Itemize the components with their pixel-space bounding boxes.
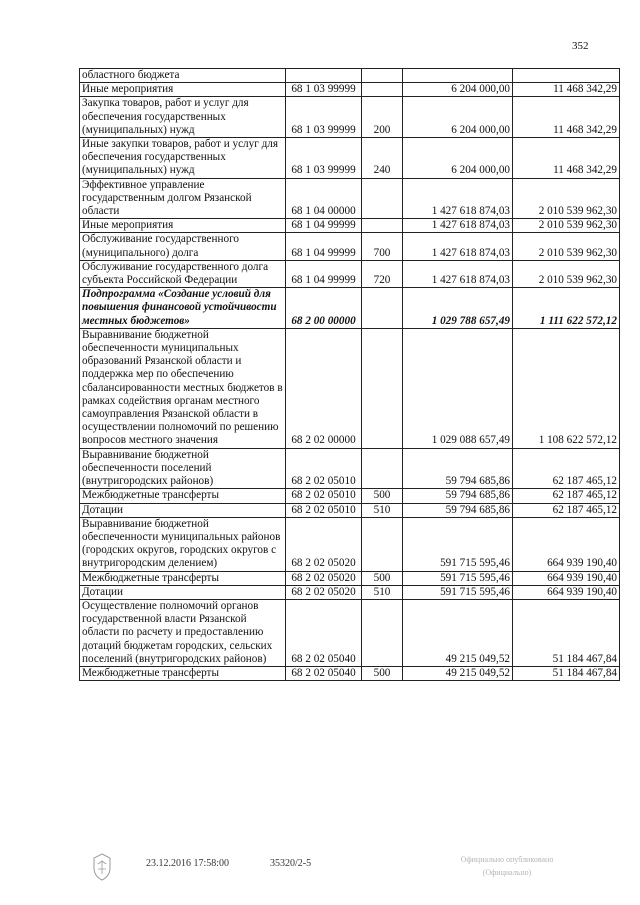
amount-year2-cell: 1 111 622 572,12 [513, 288, 620, 329]
table-row [80, 233, 620, 260]
expense-name-cell: Обслуживание государственного (муниципального) долга [80, 233, 286, 260]
expense-name-cell: Эффективное управление государственным долгом Рязанской области [80, 178, 286, 219]
target-article-code-cell: 68 1 04 99999 [286, 233, 362, 260]
expense-name-cell: Иные мероприятия [80, 219, 286, 233]
table-row [80, 571, 620, 585]
amount-year2-cell: 2 010 539 962,30 [513, 233, 620, 260]
expense-type-code-cell [362, 328, 403, 448]
expense-name-cell: областного бюджета [80, 69, 286, 83]
publication-watermark: Официально опубликовано (Официально) [460, 855, 554, 877]
expense-name-cell: Выравнивание бюджетной обеспеченности муниципальных образований Рязанской области и поддержка мер по обеспечению сбалансированности местных бюджетов в рамках содействия органам местного самоуправления Рязанской области в осуществлении полномочий по решению вопросов местного значения [80, 328, 286, 448]
amount-year1-cell [403, 69, 513, 83]
expense-type-code-cell: 510 [362, 503, 403, 517]
expense-name-cell: Иные закупки товаров, работ и услуг для обеспечения государственных (муниципальных) нужд [80, 138, 286, 179]
target-article-code-cell: 68 1 03 99999 [286, 97, 362, 138]
amount-year1-cell: 49 215 049,52 [403, 666, 513, 680]
amount-year2-cell: 62 187 465,12 [513, 489, 620, 503]
amount-year2-cell: 62 187 465,12 [513, 503, 620, 517]
expense-name-cell: Межбюджетные трансферты [80, 489, 286, 503]
amount-year1-cell: 1 029 088 657,49 [403, 328, 513, 448]
page-number: 352 [572, 40, 589, 52]
expense-name-cell: Дотации [80, 503, 286, 517]
expense-name-cell: Подпрограмма «Создание условий для повышения финансовой устойчивости местных бюджетов» [80, 288, 286, 329]
target-article-code-cell: 68 2 02 05020 [286, 585, 362, 599]
expense-name-cell: Выравнивание бюджетной обеспеченности поселений (внутригородских районов) [80, 448, 286, 489]
expense-type-code-cell [362, 219, 403, 233]
expense-name-cell: Межбюджетные трансферты [80, 666, 286, 680]
target-article-code-cell [286, 69, 362, 83]
table-row [80, 599, 620, 666]
table-row [80, 138, 620, 179]
expense-type-code-cell: 500 [362, 666, 403, 680]
amount-year2-cell: 2 010 539 962,30 [513, 219, 620, 233]
amount-year1-cell: 591 715 595,46 [403, 585, 513, 599]
target-article-code-cell: 68 1 04 00000 [286, 178, 362, 219]
amount-year2-cell: 51 184 467,84 [513, 599, 620, 666]
table-row [80, 517, 620, 571]
amount-year2-cell: 664 939 190,40 [513, 585, 620, 599]
target-article-code-cell: 68 2 02 05020 [286, 571, 362, 585]
target-article-code-cell: 68 2 02 05040 [286, 599, 362, 666]
amount-year1-cell: 1 427 618 874,03 [403, 260, 513, 287]
table-row [80, 83, 620, 97]
target-article-code-cell: 68 1 04 99999 [286, 260, 362, 287]
table-row [80, 503, 620, 517]
amount-year1-cell: 59 794 685,86 [403, 503, 513, 517]
expense-type-code-cell [362, 83, 403, 97]
amount-year1-cell: 59 794 685,86 [403, 448, 513, 489]
target-article-code-cell: 68 1 04 99999 [286, 219, 362, 233]
amount-year2-cell: 11 468 342,29 [513, 97, 620, 138]
expense-type-code-cell: 240 [362, 138, 403, 179]
budget-table [79, 68, 620, 681]
target-article-code-cell: 68 2 02 05010 [286, 489, 362, 503]
target-article-code-cell: 68 1 03 99999 [286, 83, 362, 97]
coat-of-arms-stamp-icon [90, 852, 114, 882]
amount-year2-cell: 664 939 190,40 [513, 517, 620, 571]
table-row [80, 219, 620, 233]
target-article-code-cell: 68 2 02 00000 [286, 328, 362, 448]
amount-year1-cell: 591 715 595,46 [403, 517, 513, 571]
target-article-code-cell: 68 2 00 00000 [286, 288, 362, 329]
amount-year1-cell: 1 029 788 657,49 [403, 288, 513, 329]
expense-name-cell: Выравнивание бюджетной обеспеченности муниципальных районов (городских округов, городских округов с внутригородским делением) [80, 517, 286, 571]
amount-year2-cell: 62 187 465,12 [513, 448, 620, 489]
expense-type-code-cell [362, 517, 403, 571]
target-article-code-cell: 68 2 02 05020 [286, 517, 362, 571]
table-row [80, 328, 620, 448]
amount-year1-cell: 6 204 000,00 [403, 138, 513, 179]
table-row [80, 178, 620, 219]
amount-year1-cell: 591 715 595,46 [403, 571, 513, 585]
table-row [80, 666, 620, 680]
expense-name-cell: Обслуживание государственного долга субъекта Российской Федерации [80, 260, 286, 287]
amount-year1-cell: 59 794 685,86 [403, 489, 513, 503]
amount-year1-cell: 49 215 049,52 [403, 599, 513, 666]
target-article-code-cell: 68 2 02 05040 [286, 666, 362, 680]
target-article-code-cell: 68 2 02 05010 [286, 448, 362, 489]
amount-year2-cell: 664 939 190,40 [513, 571, 620, 585]
amount-year2-cell [513, 69, 620, 83]
table-row [80, 448, 620, 489]
target-article-code-cell: 68 2 02 05010 [286, 503, 362, 517]
expense-type-code-cell [362, 178, 403, 219]
amount-year1-cell: 1 427 618 874,03 [403, 233, 513, 260]
expense-type-code-cell: 510 [362, 585, 403, 599]
expense-type-code-cell [362, 448, 403, 489]
table-row [80, 260, 620, 287]
expense-name-cell: Закупка товаров, работ и услуг для обеспечения государственных (муниципальных) нужд [80, 97, 286, 138]
table-row [80, 489, 620, 503]
amount-year1-cell: 1 427 618 874,03 [403, 219, 513, 233]
table-row [80, 97, 620, 138]
expense-type-code-cell: 500 [362, 571, 403, 585]
table-row [80, 288, 620, 329]
expense-type-code-cell: 500 [362, 489, 403, 503]
expense-name-cell: Осуществление полномочий органов государственной власти Рязанской области по расчету и предоставлению дотаций бюджетам городских, сельских поселений (внутригородских районов) [80, 599, 286, 666]
expense-type-code-cell [362, 69, 403, 83]
target-article-code-cell: 68 1 03 99999 [286, 138, 362, 179]
amount-year2-cell: 2 010 539 962,30 [513, 178, 620, 219]
expense-type-code-cell: 200 [362, 97, 403, 138]
amount-year2-cell: 11 468 342,29 [513, 83, 620, 97]
expense-type-code-cell [362, 288, 403, 329]
expense-type-code-cell [362, 599, 403, 666]
amount-year2-cell: 11 468 342,29 [513, 138, 620, 179]
table-row [80, 585, 620, 599]
expense-type-code-cell: 720 [362, 260, 403, 287]
amount-year2-cell: 1 108 622 572,12 [513, 328, 620, 448]
footer-document-id: 35320/2-5 [270, 858, 312, 869]
table-row [80, 69, 620, 83]
expense-name-cell: Межбюджетные трансферты [80, 571, 286, 585]
amount-year1-cell: 1 427 618 874,03 [403, 178, 513, 219]
amount-year2-cell: 2 010 539 962,30 [513, 260, 620, 287]
footer-timestamp: 23.12.2016 17:58:00 [146, 858, 230, 869]
amount-year2-cell: 51 184 467,84 [513, 666, 620, 680]
expense-type-code-cell: 700 [362, 233, 403, 260]
amount-year1-cell: 6 204 000,00 [403, 97, 513, 138]
expense-name-cell: Иные мероприятия [80, 83, 286, 97]
expense-name-cell: Дотации [80, 585, 286, 599]
amount-year1-cell: 6 204 000,00 [403, 83, 513, 97]
